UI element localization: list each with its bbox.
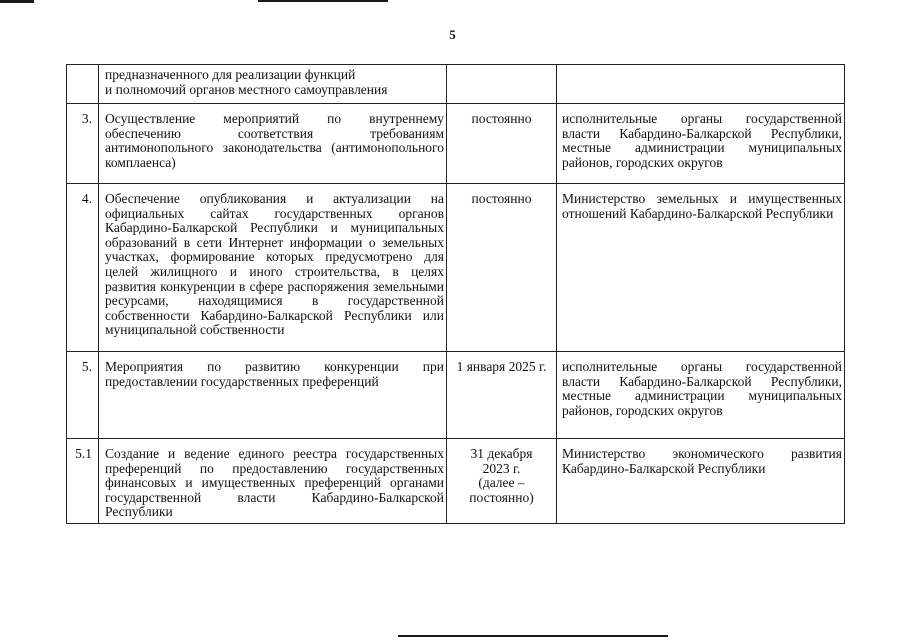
table-row — [67, 104, 845, 184]
table-row — [67, 352, 845, 439]
measure-executors: Министерство экономического развития Кабардино-Балкарской Республики — [557, 439, 845, 524]
measure-term — [447, 65, 557, 104]
page-number: 5 — [449, 27, 456, 42]
row-number: 5. — [67, 352, 99, 439]
measure-executors — [557, 65, 845, 104]
scan-mark-top-left — [0, 0, 34, 3]
measure-description: предназначенного для реализации функций и полномочий органов местного самоуправления — [99, 65, 447, 104]
row-number: 4. — [67, 184, 99, 352]
measure-description: Создание и ведение единого реестра государственных преференций по предоставлению государственных финансовых и имущественных преференций органами государственной власти Кабардино-Балкарской Республики — [99, 439, 447, 524]
scan-mark-bottom — [398, 635, 668, 637]
row-number: 3. — [67, 104, 99, 184]
measure-executors: исполнительные органы государственной власти Кабардино-Балкарской Республики, местные администрации муниципальных районов, городских округов — [557, 352, 845, 439]
measure-executors: Министерство земельных и имущественных отношений Кабардино-Балкарской Республики — [557, 184, 845, 352]
measure-executors: исполнительные органы государственной власти Кабардино-Балкарской Республики, местные администрации муниципальных районов, городских округов — [557, 104, 845, 184]
measure-description: Осуществление мероприятий по внутреннему обеспечению соответствия требованиям антимонопольного законодательства (антимонопольного комплаенса) — [99, 104, 447, 184]
measure-term: 31 декабря 2023 г. (далее – постоянно) — [447, 439, 557, 524]
scan-mark-top-middle — [258, 0, 388, 2]
measure-term: постоянно — [447, 184, 557, 352]
measure-description: Обеспечение опубликования и актуализации на официальных сайтах государственных органов Кабардино-Балкарской Республики и муниципальных образований в сети Интернет информации о земельных участках, формирование которых предусмотрено для целей жилищного и иного строительства, в целях развития конкуренции в сфере распоряжения земельными ресурсами, находящимися в государственной собственности Кабардино-Балкарской Республики или муниципальной собственности — [99, 184, 447, 352]
row-number — [67, 65, 99, 104]
table-row — [67, 184, 845, 352]
measure-term: 1 января 2025 г. — [447, 352, 557, 439]
row-number: 5.1 — [67, 439, 99, 524]
table-row — [67, 65, 845, 104]
measure-term: постоянно — [447, 104, 557, 184]
table-row — [67, 439, 845, 524]
measures-table — [66, 64, 845, 524]
measure-description: Мероприятия по развитию конкуренции при предоставлении государственных преференций — [99, 352, 447, 439]
